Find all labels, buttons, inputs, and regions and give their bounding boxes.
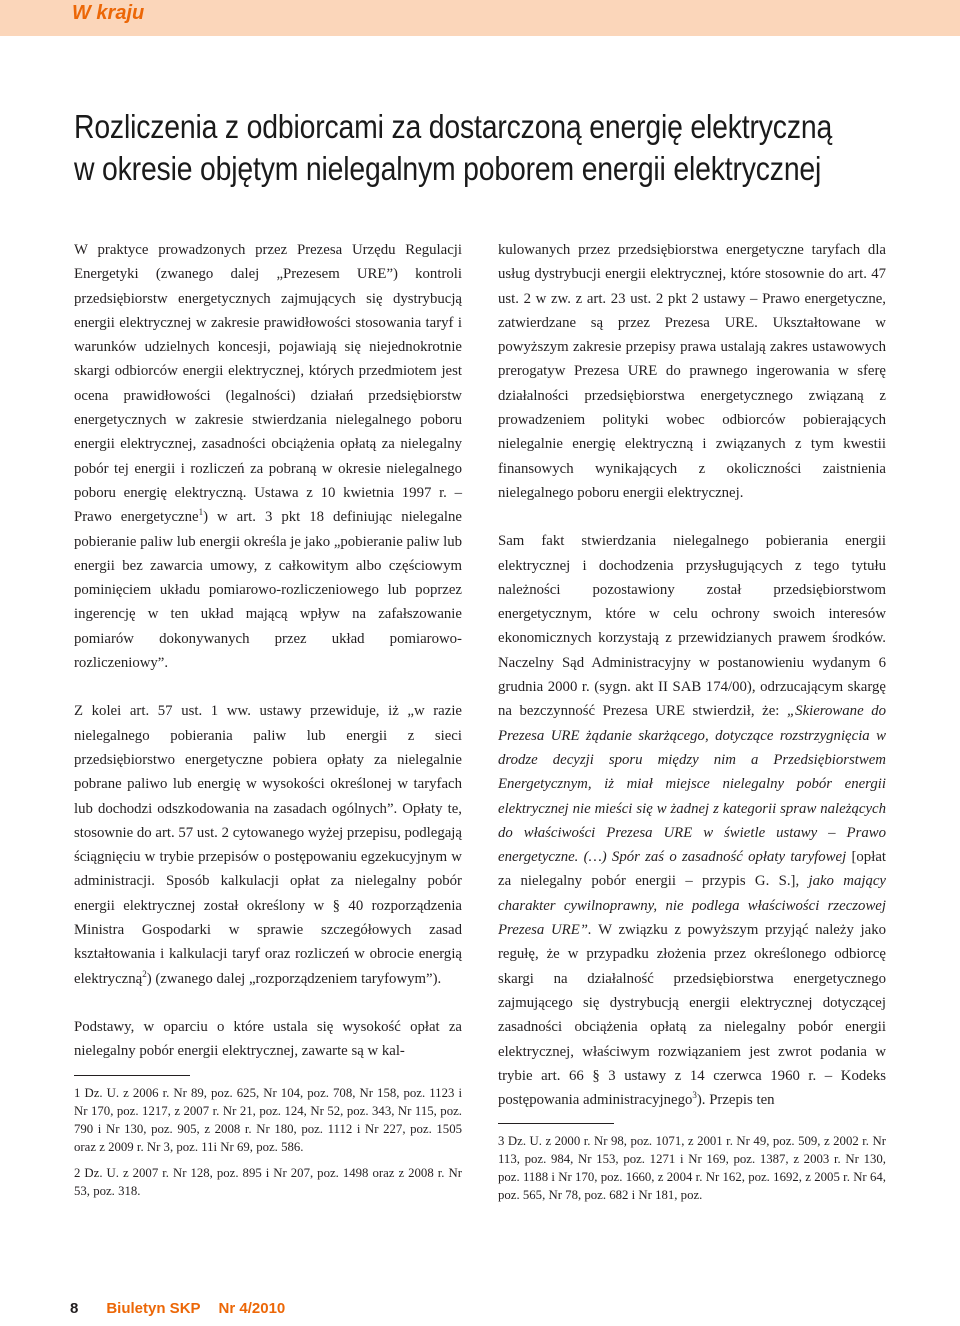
footnote-ref-2: 2 <box>142 968 147 979</box>
footnote-ref-3: 3 <box>692 1090 697 1101</box>
section-label: W kraju <box>72 2 145 24</box>
publication-name: Biuletyn SKP <box>106 1300 201 1317</box>
article-title <box>74 106 833 190</box>
left-footnotes <box>74 1084 462 1200</box>
paragraph-art-57-text: Z kolei art. 57 ust. 1 ww. ustawy przewiduje, iż „w razie nielegalnego pobierania paliw lub energii z sieci przedsiębiorstwo energetyczne pobiera opłaty za nielegalnie pobrane paliwo lub energię w wysokości określonej w taryfach lub dochodzi odszkodowania na zasadach ogólnych”. Opłaty te, stosownie do art. 57 ust. 2 cytowanego wyżej przepisu, podlegają ściągnięciu w trybie przepisów o postępowaniu egzekucyjnym w administracji. Sposób kalkulacji opłat za nielegalny pobór energii elektrycznej został określony w § 40 rozporządzenia Ministra Gospodarki w sprawie szczegółowych zasad kształtowania i kalkulacji taryf oraz rozliczeń w obrocie energią elektryczną <box>74 703 462 987</box>
paragraph-art-57-end: ) (zwanego dalej „rozporządzeniem taryfowym”). <box>146 970 442 987</box>
footnote-1: 1 Dz. U. z 2006 r. Nr 89, poz. 625, Nr 104, poz. 708, Nr 158, poz. 1123 i Nr 170, poz. 1217, z 2007 r. Nr 21, poz. 124, Nr 52, poz. 343, Nr 115, poz. 790 i Nr 130, poz. 905, z 2008 r. Nr 180, poz. 1112 i Nr 227, poz. 1505 oraz z 2009 r. Nr 3, poz. 11i Nr 69, poz. 586. <box>74 1085 462 1154</box>
paragraph-intro-end: ) w art. 3 pkt 18 definiując nielegalne pobieranie paliw lub energii określa je jako „pobieranie paliw lub energii bez zawarcia umowy, z całkowitym albo częściowym pominięciem układu pomiarowo-rozliczeniowego lub poprzez ingerencję w ten układ mającą wpływ na zafałszowanie pomiarów dokonywanych przez układ pomiarowo-rozliczeniowy”. <box>74 509 463 672</box>
court-ruling-note: [opłat za nielegalny pobór energii – przypis G. S.], <box>498 849 886 890</box>
footnote-ref-1: 1 <box>198 507 204 518</box>
court-ruling-conclusion: W związku z powyższym przyjąć należy jako regułę, że w przypadku złożenia przez określonego odbiorcę skargi na działalność przedsiębiorstwa energetycznego zajmującego się dystrybucją energii elektrycznej dotyczącej zasadności obciążenia opłatą za nielegalny pobór energii elektrycznej, właściwym rozwiązaniem jest zwrot podania w trybie art. 66 § 3 ustawy z 14 czerwca 1960 r. – Kodeks postępowania administracyjnego <box>498 922 886 1109</box>
paragraph-court-ruling <box>498 529 886 1112</box>
paragraph-basis: Podstawy, w oparciu o które ustala się wysokość opłat za nielegalny pobór energii elektrycznej, zawarte są w kal- <box>74 1018 462 1060</box>
article-title-line-1: Rozliczenia z odbiorcami za dostarczoną energię elektryczną <box>74 108 833 145</box>
article-title-line-2: w okresie objętym nielegalnym poborem energii elektrycznej <box>74 150 822 187</box>
footnote-2: 2 Dz. U. z 2007 r. Nr 128, poz. 895 i Nr 207, poz. 1498 oraz z 2008 r. Nr 53, poz. 318. <box>74 1165 462 1198</box>
paragraph-art-57 <box>74 699 462 991</box>
page-number: 8 <box>70 1300 79 1317</box>
page-footer <box>70 1300 285 1317</box>
right-footnotes <box>498 1132 886 1204</box>
paragraph-intro-text: W praktyce prowadzonych przez Prezesa Urzędu Regulacji Energetyki (zwanego dalej „Prezesem URE”) kontroli przedsiębiorstw energetycznych zajmujących się dystrybucją energii elektrycznej w zakresie prawidłowości stosowania taryf i warunków udzielnych koncesji, pojawiają się niejednokrotnie skargi odbiorców energii elektrycznej, których przedmiotem jest ocena prawidłowości (legalności) działań przedsiębiorstw energetycznych w zakresie stwierdzania nielegalnego poboru energii elektrycznej, zasadności obciążenia opłatą za nielegalny pobór tej energii i rozliczeń za pobraną w okresie nielegalnego poboru energię elektryczną. Ustawa z 10 kwietnia 1997 r. – Prawo energetyczne <box>74 242 462 526</box>
issue-number: Nr 4/2010 <box>218 1300 286 1317</box>
court-ruling-quote-end: jako mający charakter cywilnoprawny, nie podlega właściwości rzeczowej Prezesa URE”. <box>498 873 886 939</box>
paragraph-tariffs: kulowanych przez przedsiębiorstwa energetyczne taryfach dla usług dystrybucji energii elektrycznej, które stosownie do art. 47 ust. 2 w zw. z art. 23 ust. 2 pkt 2 ustawy – Prawo energetyczne, zatwierdzane są przez Prezesa URE. Ukształtowane w powyższym zakresie przepisy prawa ustalają zakres ustawowych prerogatyw Prezesa URE do prawnego ingerowania w sferę działalności przedsiębiorstwa energetycznego związaną z prowadzeniem polityki wobec odbiorców pobierających nielegalnie energię elektryczną i związanych z tym kwestii finansowych wynikających z okoliczności zaistnienia nielegalnego poboru energii elektrycznej. <box>498 242 886 501</box>
court-ruling-quote: „Skierowane do Prezesa URE żądanie skarżącego, dotyczące rozstrzygnięcia w drodze decyzji sporu między nim a Przedsiębiorstwem Energetycznym, iż miał miejsce nielegalny pobór energii elektrycznej nie mieści się w żadnej z kategorii spraw należących do właściwości Prezesa URE w świetle ustawy – Prawo energetyczne. (…) Spór zaś o zasadność opłaty taryfowej <box>498 703 886 866</box>
court-ruling-end: ). Przepis ten <box>696 1092 775 1109</box>
footnote-3: 3 Dz. U. z 2000 r. Nr 98, poz. 1071, z 2001 r. Nr 49, poz. 509, z 2002 r. Nr 113, poz. 984, Nr 153, poz. 1271 i Nr 169, poz. 1387, z 2003 r. Nr 130, poz. 1188 i Nr 170, poz. 1660, z 2004 r. Nr 162, poz. 1692, z 2005 r. Nr 64, poz. 565, Nr 78, poz. 682 i Nr 181, poz. <box>498 1134 886 1203</box>
footnote-divider <box>74 1075 190 1076</box>
court-ruling-lead: Sam fakt stwierdzania nielegalnego pobierania energii elektrycznej i dochodzenia przysługujących z tego tytułu należności pozostawiony został przedsiębiorstwom energetycznym, które w celu ochrony swoich interesów ekonomicznych korzystają z przewidzianych prawem środków. Naczelny Sąd Administracyjny w postanowieniu wydanym 6 grudnia 2000 r. (sygn. akt II SAB 174/00), odrzucającym skargę na bezczynność Prezesa URE stwierdził, że: <box>498 533 886 720</box>
paragraph-intro <box>74 238 462 675</box>
left-column <box>74 238 462 1208</box>
right-column <box>498 238 886 1212</box>
footnote-divider-right <box>498 1123 614 1124</box>
